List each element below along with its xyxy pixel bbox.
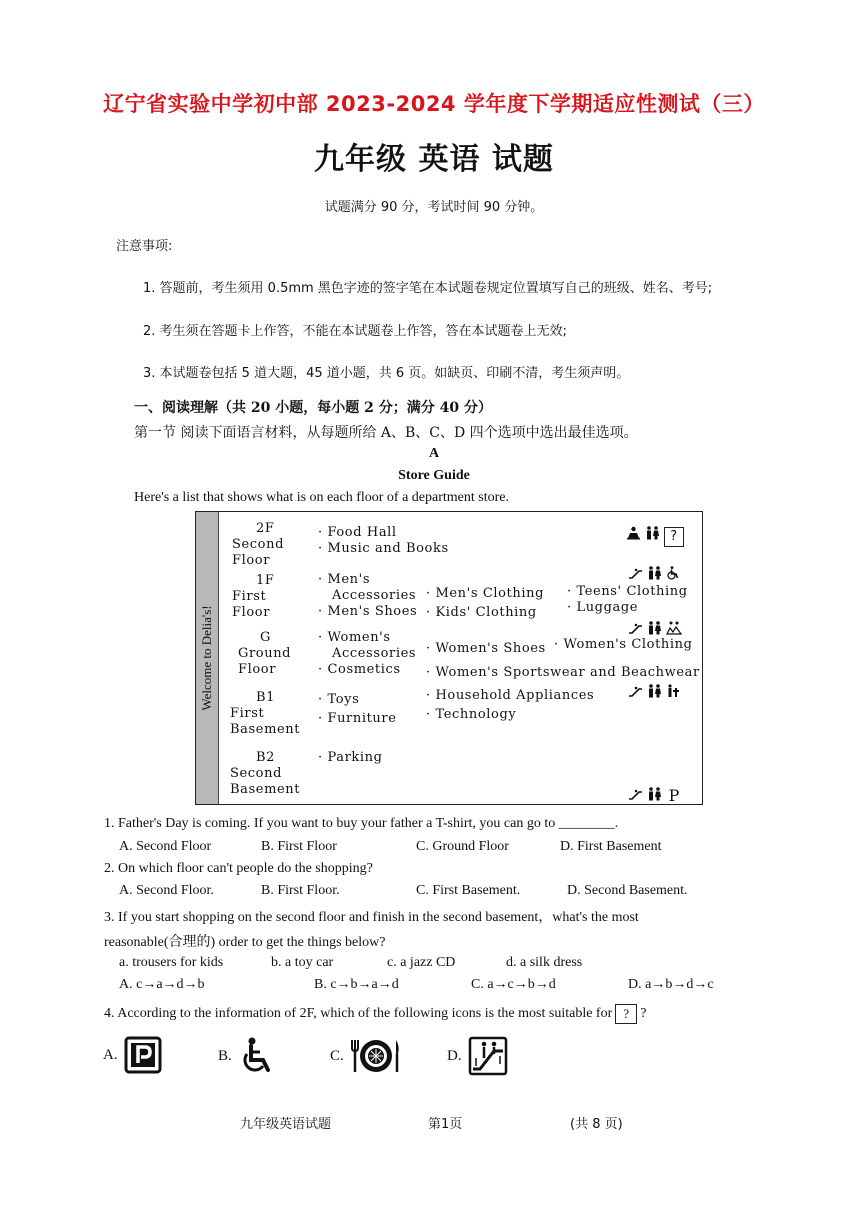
floor-g-col1 xyxy=(318,630,416,678)
floor-1f-col2 xyxy=(426,584,544,622)
floor-1f-icons xyxy=(628,566,680,583)
store-item: · Technology xyxy=(426,707,517,722)
floor-g-col3 xyxy=(554,637,693,653)
escalator-icon xyxy=(468,1036,508,1076)
question-1-option-b[interactable]: B. First Floor xyxy=(261,839,337,854)
question-4-option-d[interactable] xyxy=(447,1036,508,1076)
exam-info: 试题满分 90 分，考试时间 90 分钟。 xyxy=(324,200,544,215)
question-4-stem-text: 4. According to the information of 2F, which of the following icons is the most suitable for xyxy=(104,1006,613,1022)
floor-2f-col1 xyxy=(318,525,449,557)
question-1-option-a[interactable]: A. Second Floor xyxy=(119,839,212,854)
floor-label-b1 xyxy=(230,690,320,738)
floor-name: Second Basement xyxy=(230,766,301,797)
store-item: · Parking xyxy=(318,750,383,765)
option-letter: C. xyxy=(330,1047,344,1064)
question-1-option-c[interactable]: C. Ground Floor xyxy=(416,839,509,854)
elevator-icon xyxy=(666,621,682,635)
store-item: · Women's xyxy=(318,630,391,645)
escalator-icon xyxy=(628,686,643,698)
question-3-option-c[interactable]: C. a→c→b→d xyxy=(471,977,556,992)
floor-b2-icons xyxy=(628,786,679,805)
question-4-stem-end: ? xyxy=(640,1006,647,1022)
floor-label-b2 xyxy=(230,750,320,798)
floor-code: G xyxy=(260,630,271,645)
restroom-icon xyxy=(647,566,662,580)
section-heading: 一、阅读理解（共 20 小题，每小题 2 分；满分 40 分） xyxy=(134,400,492,416)
store-item: · Food Hall xyxy=(318,525,397,540)
question-3-item-a: a. trousers for kids xyxy=(119,955,224,970)
floor-b1-icons xyxy=(628,684,680,701)
store-item: · Women's Sportswear and Beachwear xyxy=(426,665,700,680)
parking-icon xyxy=(124,1036,162,1074)
option-letter: A. xyxy=(103,1046,118,1063)
question-1-stem: 1. Father's Day is coming. If you want to buy your father a T-shirt, you can go to ________. xyxy=(104,816,619,831)
footer-page: 第1页 xyxy=(428,1117,463,1132)
passage-title: Store Guide xyxy=(398,468,470,483)
parking-icon: P xyxy=(668,786,680,805)
question-3-item-b: b. a toy car xyxy=(271,955,334,970)
option-letter: D. xyxy=(447,1047,462,1064)
floor-2f-icons xyxy=(626,526,684,547)
floor-name: Ground Floor xyxy=(238,646,292,677)
escalator-icon xyxy=(628,568,643,580)
question-4-option-c[interactable] xyxy=(330,1036,402,1076)
store-item: Accessories xyxy=(332,588,417,603)
guide-side-text: Welcome to Delia's! xyxy=(199,605,214,711)
wheelchair-icon xyxy=(238,1036,278,1076)
restroom-icon xyxy=(645,526,660,540)
section-instruction: 第一节 阅读下面语言材料，从每题所给 A、B、C、D 四个选项中选出最佳选项。 xyxy=(134,425,638,441)
notice-item: 3. 本试题卷包括 5 道大题，45 道小题，共 6 页。如缺页、印刷不清，考生须声明。 xyxy=(143,366,630,381)
floor-label-1f xyxy=(232,573,322,621)
baby-care-icon xyxy=(626,526,641,540)
unknown-icon-box: ? xyxy=(664,527,684,547)
store-item: · Teens' Clothing xyxy=(567,584,688,599)
restroom-icon xyxy=(647,787,662,801)
notice-label: 注意事项: xyxy=(116,239,173,254)
footer-title: 九年级英语试题 xyxy=(240,1117,332,1132)
question-3-item-d: d. a silk dress xyxy=(506,955,583,970)
floor-code: B1 xyxy=(256,690,276,705)
school-title: 辽宁省实验中学初中部 2023-2024 学年度下学期适应性测试（三） xyxy=(103,92,765,116)
dining-icon xyxy=(350,1036,402,1076)
store-item: · Men's Clothing xyxy=(426,586,544,601)
store-item: Accessories xyxy=(332,646,417,661)
restroom-icon xyxy=(647,684,662,698)
floor-code: 1F xyxy=(256,573,275,588)
store-item: · Men's Shoes xyxy=(318,604,418,619)
store-guide-table xyxy=(195,511,703,805)
question-3-option-a[interactable]: A. c→a→d→b xyxy=(119,977,205,992)
question-3-option-b[interactable]: B. c→b→a→d xyxy=(314,977,399,992)
passage-letter: A xyxy=(428,446,440,461)
floor-code: B2 xyxy=(256,750,276,765)
notice-item: 2. 考生须在答题卡上作答，不能在本试题卷上作答，答在本试题卷上无效; xyxy=(143,324,567,339)
store-item: · Luggage xyxy=(567,600,639,615)
guide-side-banner xyxy=(196,512,219,804)
floor-b1-col1 xyxy=(318,690,397,728)
wheelchair-icon xyxy=(666,566,680,580)
store-item: · Kids' Clothing xyxy=(426,605,537,620)
exam-title: 九年级 英语 试题 xyxy=(314,142,554,177)
question-3-item-c: c. a jazz CD xyxy=(387,955,456,970)
question-2-stem: 2. On which floor can't people do the shopping? xyxy=(104,861,373,876)
floor-g-icons xyxy=(628,621,682,638)
store-item: · Women's Clothing xyxy=(554,637,693,652)
question-2-option-d[interactable]: D. Second Basement. xyxy=(567,883,688,898)
question-2-option-a[interactable]: A. Second Floor. xyxy=(119,883,214,898)
question-3-option-d[interactable]: D. a→b→d→c xyxy=(628,977,714,992)
store-item: · Toys xyxy=(318,692,360,707)
store-item: · Men's xyxy=(318,572,371,587)
question-2-option-b[interactable]: B. First Floor. xyxy=(261,883,340,898)
escalator-icon xyxy=(628,623,643,635)
floor-1f-col3 xyxy=(567,584,688,616)
floor-label-g xyxy=(238,630,328,678)
floor-name: First Floor xyxy=(232,589,271,620)
store-item: · Women's Shoes xyxy=(426,641,546,656)
passage-intro: Here's a list that shows what is on each floor of a department store. xyxy=(134,490,509,505)
question-1-option-d[interactable]: D. First Basement xyxy=(560,839,662,854)
floor-b1-col2 xyxy=(426,686,594,724)
question-4-option-b[interactable] xyxy=(218,1036,278,1076)
floor-b2-col1 xyxy=(318,750,383,766)
question-2-option-c[interactable]: C. First Basement. xyxy=(416,883,521,898)
option-letter: B. xyxy=(218,1047,232,1064)
floor-label-2f xyxy=(232,521,322,569)
question-4-option-a[interactable] xyxy=(103,1036,162,1074)
footer-total: (共 8 页) xyxy=(570,1117,623,1132)
restroom-icon xyxy=(647,621,662,635)
question-3-stem: 3. If you start shopping on the second floor and finish in the second basement，what's the most xyxy=(104,910,639,925)
question-4-stem xyxy=(104,1004,646,1024)
notice-item: 1. 答题前，考生须用 0.5mm 黑色字迹的签字笔在本试题卷规定位置填写自己的班级、姓名、考号; xyxy=(143,281,713,296)
question-3-stem-cont: reasonable(合理的) order to get the things below? xyxy=(104,935,386,950)
floor-name: Second Floor xyxy=(232,537,285,568)
floor-code: 2F xyxy=(256,521,275,536)
floor-1f-col1 xyxy=(318,572,417,620)
unknown-icon-box: ? xyxy=(615,1004,637,1024)
baby-care-icon xyxy=(666,684,680,698)
store-item: · Music and Books xyxy=(318,541,449,556)
store-item: · Furniture xyxy=(318,711,397,726)
escalator-icon xyxy=(628,789,643,801)
store-item: · Household Appliances xyxy=(426,688,595,703)
floor-name: First Basement xyxy=(230,706,301,737)
store-item: · Cosmetics xyxy=(318,662,401,677)
